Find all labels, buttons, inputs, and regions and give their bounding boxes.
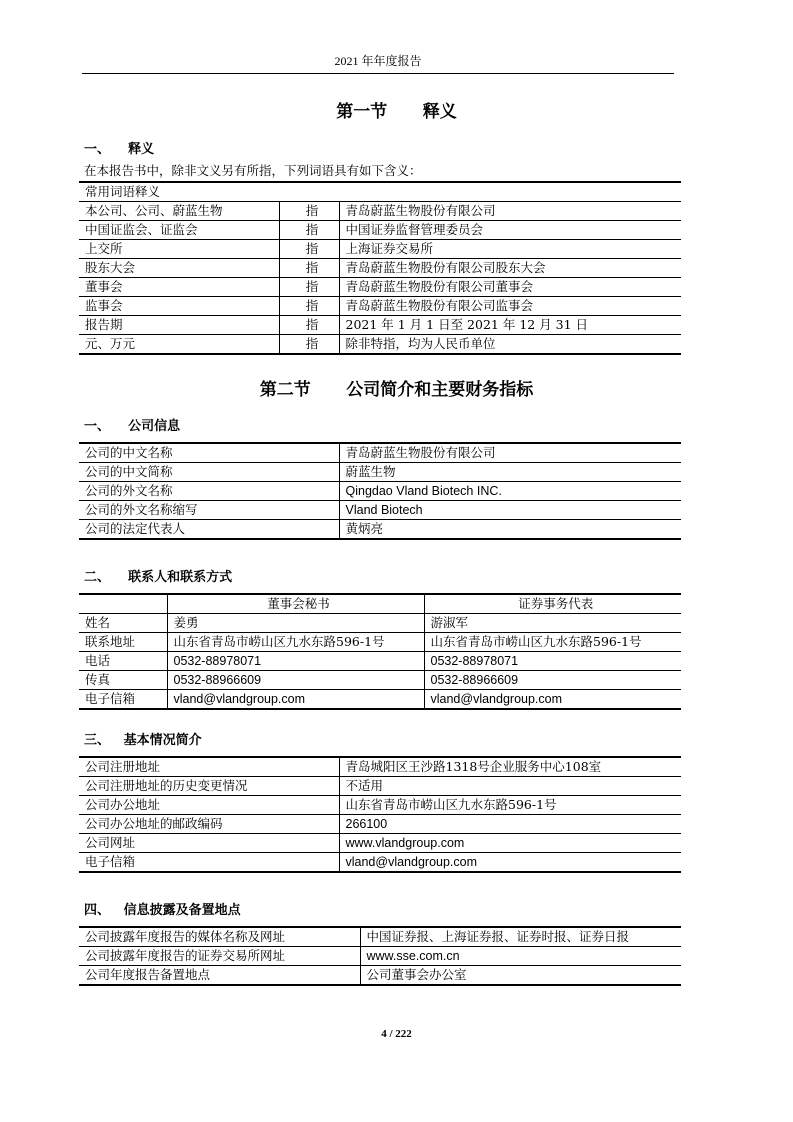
table-row xyxy=(79,259,681,278)
info-key: 公司的法定代表人 xyxy=(79,520,339,540)
info-key: 公司网址 xyxy=(79,834,339,853)
definitions-header-row xyxy=(79,182,681,202)
definition-meaning: 青岛蔚蓝生物股份有限公司董事会 xyxy=(339,278,681,297)
contact-key: 姓名 xyxy=(79,614,167,633)
disclosure-subtitle: 四、 信息披露及备置地点 xyxy=(84,903,241,918)
info-value: 公司董事会办公室 xyxy=(360,966,681,986)
definition-ref: 指 xyxy=(279,278,339,297)
table-row xyxy=(79,757,681,777)
definition-term: 中国证监会、证监会 xyxy=(79,221,279,240)
info-value: 266100 xyxy=(339,815,681,834)
info-value: 山东省青岛市崂山区九水东路596-1号 xyxy=(339,796,681,815)
table-row xyxy=(79,671,681,690)
info-key: 公司注册地址 xyxy=(79,757,339,777)
table-row xyxy=(79,796,681,815)
info-key: 公司披露年度报告的证券交易所网址 xyxy=(79,947,360,966)
definition-meaning: 青岛蔚蓝生物股份有限公司 xyxy=(339,202,681,221)
definition-meaning: 2021 年 1 月 1 日至 2021 年 12 月 31 日 xyxy=(339,316,681,335)
table-row xyxy=(79,335,681,355)
page-header: 2021 年年度报告 xyxy=(334,54,422,68)
contact-secretary-value: 山东省青岛市崂山区九水东路596-1号 xyxy=(167,633,424,652)
info-key: 公司披露年度报告的媒体名称及网址 xyxy=(79,927,360,947)
table-row xyxy=(79,927,681,947)
definition-term: 本公司、公司、蔚蓝生物 xyxy=(79,202,279,221)
contact-secretary-value: 0532-88966609 xyxy=(167,671,424,690)
definition-term: 股东大会 xyxy=(79,259,279,278)
basic-info-subtitle: 三、 基本情况简介 xyxy=(84,733,202,748)
definition-meaning: 中国证券监督管理委员会 xyxy=(339,221,681,240)
table-row xyxy=(79,690,681,710)
contact-secretary-value: 0532-88978071 xyxy=(167,652,424,671)
table-row xyxy=(79,463,681,482)
definition-ref: 指 xyxy=(279,335,339,355)
info-key: 公司办公地址的邮政编码 xyxy=(79,815,339,834)
contact-secretary-value: vland@vlandgroup.com xyxy=(167,690,424,710)
contact-representative-value: 0532-88978071 xyxy=(424,652,681,671)
definition-term: 报告期 xyxy=(79,316,279,335)
contact-key: 联系地址 xyxy=(79,633,167,652)
info-key: 公司的中文简称 xyxy=(79,463,339,482)
definition-term: 上交所 xyxy=(79,240,279,259)
table-row xyxy=(79,221,681,240)
definition-ref: 指 xyxy=(279,221,339,240)
info-key: 公司的外文名称 xyxy=(79,482,339,501)
table-row xyxy=(79,966,681,986)
definition-meaning: 除非特指，均为人民币单位 xyxy=(339,335,681,355)
table-row xyxy=(79,815,681,834)
info-value: 黄炳亮 xyxy=(339,520,681,540)
table-row xyxy=(79,443,681,463)
table-row xyxy=(79,614,681,633)
table-row xyxy=(79,652,681,671)
info-value: vland@vlandgroup.com xyxy=(339,853,681,873)
definition-term: 监事会 xyxy=(79,297,279,316)
contact-representative-value: 0532-88966609 xyxy=(424,671,681,690)
definition-term: 董事会 xyxy=(79,278,279,297)
table-row xyxy=(79,777,681,796)
info-key: 电子信箱 xyxy=(79,853,339,873)
contact-representative-value: 山东省青岛市崂山区九水东路596-1号 xyxy=(424,633,681,652)
contacts-table xyxy=(79,593,681,710)
info-value: 中国证券报、上海证券报、证券时报、证券日报 xyxy=(360,927,681,947)
definition-ref: 指 xyxy=(279,240,339,259)
info-value: www.vlandgroup.com xyxy=(339,834,681,853)
section1-subtitle: 一、 释义 xyxy=(84,142,155,157)
contact-key: 传真 xyxy=(79,671,167,690)
table-row xyxy=(79,834,681,853)
info-value: 青岛城阳区王沙路1318号企业服务中心108室 xyxy=(339,757,681,777)
contacts-header-blank xyxy=(79,594,167,614)
contact-representative-value: 游淑军 xyxy=(424,614,681,633)
info-key: 公司年度报告备置地点 xyxy=(79,966,360,986)
table-row xyxy=(79,947,681,966)
contact-secretary-value: 姜勇 xyxy=(167,614,424,633)
table-row xyxy=(79,520,681,540)
header-divider xyxy=(82,73,674,74)
contacts-header-secretary: 董事会秘书 xyxy=(167,594,424,614)
info-value: www.sse.com.cn xyxy=(360,947,681,966)
table-row xyxy=(79,482,681,501)
definition-term: 元、万元 xyxy=(79,335,279,355)
definitions-header: 常用词语释义 xyxy=(79,182,681,202)
table-row xyxy=(79,297,681,316)
info-key: 公司办公地址 xyxy=(79,796,339,815)
definition-meaning: 青岛蔚蓝生物股份有限公司监事会 xyxy=(339,297,681,316)
info-value: Qingdao Vland Biotech INC. xyxy=(339,482,681,501)
definitions-table xyxy=(79,181,681,355)
contacts-subtitle: 二、 联系人和联系方式 xyxy=(84,570,233,585)
section2-title: 第二节 公司简介和主要财务指标 xyxy=(259,380,534,400)
basic-info-table xyxy=(79,756,681,873)
definition-meaning: 上海证券交易所 xyxy=(339,240,681,259)
definition-ref: 指 xyxy=(279,316,339,335)
definition-meaning: 青岛蔚蓝生物股份有限公司股东大会 xyxy=(339,259,681,278)
info-value: Vland Biotech xyxy=(339,501,681,520)
definition-ref: 指 xyxy=(279,202,339,221)
contacts-header-row xyxy=(79,594,681,614)
contact-key: 电子信箱 xyxy=(79,690,167,710)
table-row xyxy=(79,316,681,335)
section1-title: 第一节 释义 xyxy=(336,102,457,122)
table-row xyxy=(79,278,681,297)
disclosure-table xyxy=(79,926,681,986)
company-info-subtitle: 一、 公司信息 xyxy=(84,419,181,434)
table-row xyxy=(79,633,681,652)
company-info-table xyxy=(79,442,681,540)
info-value: 青岛蔚蓝生物股份有限公司 xyxy=(339,443,681,463)
info-key: 公司注册地址的历史变更情况 xyxy=(79,777,339,796)
definition-ref: 指 xyxy=(279,297,339,316)
contacts-header-representative: 证券事务代表 xyxy=(424,594,681,614)
contact-representative-value: vland@vlandgroup.com xyxy=(424,690,681,710)
page-number: 4 / 222 xyxy=(381,1028,412,1040)
table-row xyxy=(79,202,681,221)
definition-ref: 指 xyxy=(279,259,339,278)
info-key: 公司的中文名称 xyxy=(79,443,339,463)
section1-intro: 在本报告书中，除非文义另有所指，下列词语具有如下含义： xyxy=(84,163,422,178)
contact-key: 电话 xyxy=(79,652,167,671)
info-value: 蔚蓝生物 xyxy=(339,463,681,482)
table-row xyxy=(79,501,681,520)
info-value: 不适用 xyxy=(339,777,681,796)
table-row xyxy=(79,853,681,873)
info-key: 公司的外文名称缩写 xyxy=(79,501,339,520)
table-row xyxy=(79,240,681,259)
